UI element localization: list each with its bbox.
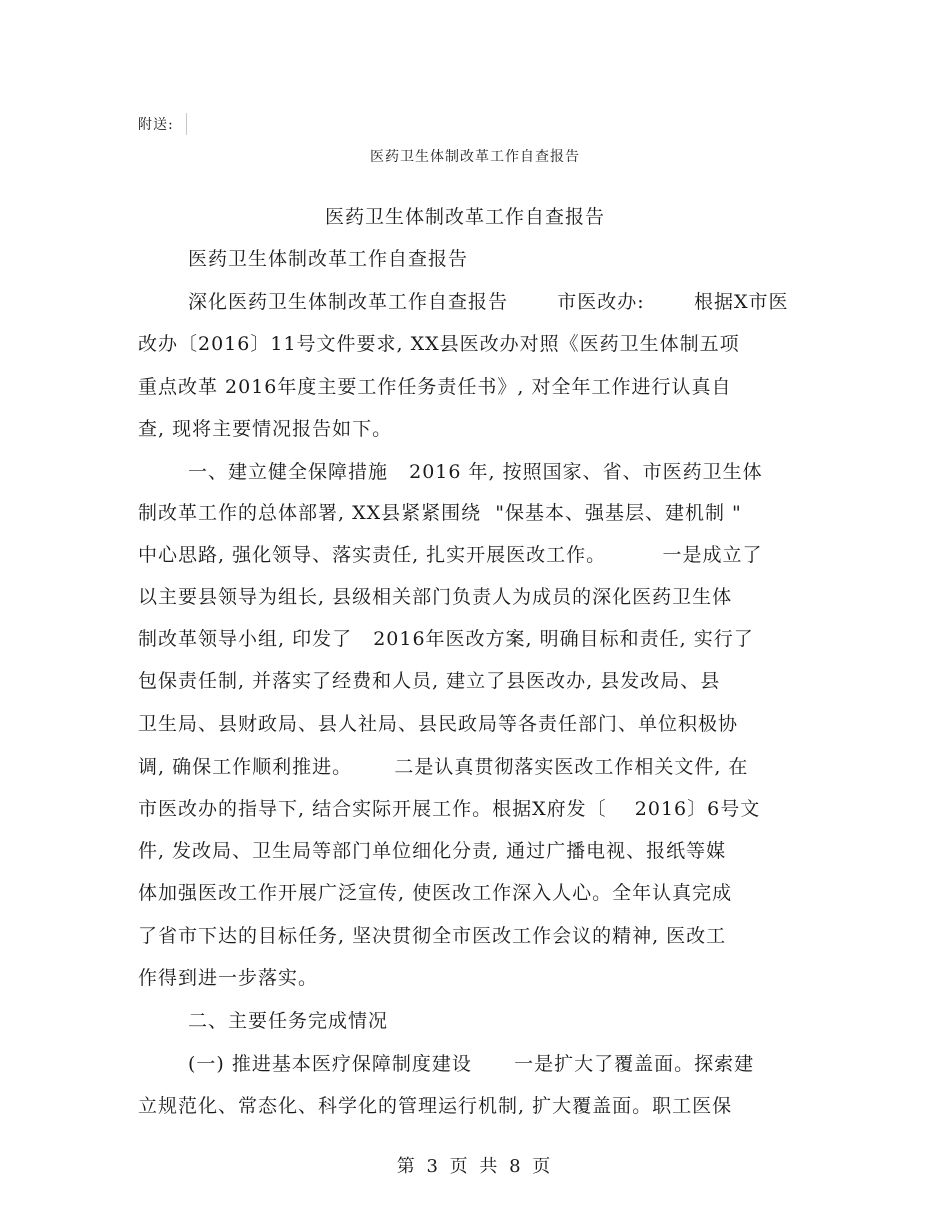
body-line: 医药卫生体制改革工作自查报告: [188, 248, 469, 270]
body-line: 包保责任制, 并落实了经费和人员, 建立了县医改办, 县发改局、县: [138, 670, 721, 692]
section-heading: 二、主要任务完成情况: [188, 1010, 389, 1032]
text-cursor-divider: [186, 113, 187, 135]
body-line: 制改革领导小组, 印发了 2016年医改方案, 明确目标和责任, 实行了: [138, 628, 754, 650]
body-line: 深化医药卫生体制改革工作自查报告 市医改办: 根据X市医: [188, 291, 789, 313]
body-line: 中心思路, 强化领导、落实责任, 扎实开展医改工作。 一是成立了: [138, 544, 763, 566]
subsection-heading: (一) 推进基本医疗保障制度建设 一是扩大了覆盖面。探索建: [188, 1053, 755, 1075]
body-line: 市医改办的指导下, 结合实际开展工作。根据X府发〔 2016〕6号文: [138, 798, 761, 820]
body-line: 卫生局、县财政局、县人社局、县民政局等各责任部门、单位积极协: [138, 713, 739, 735]
body-line: 了省市下达的目标任务, 坚决贯彻全市医改工作会议的精神, 医改工: [138, 925, 727, 947]
body-line: 查, 现将主要情况报告如下。: [138, 418, 393, 440]
page-number-footer: 第 3 页 共 8 页: [396, 1156, 554, 1177]
body-line: 以主要县领导为组长, 县级相关部门负责人为成员的深化医药卫生体: [138, 586, 733, 608]
body-line: 调, 确保工作顺利推进。 二是认真贯彻落实医改工作相关文件, 在: [138, 756, 749, 778]
body-line: 改办〔2016〕11号文件要求, XX县医改办对照《医药卫生体制五项: [138, 333, 740, 355]
body-line: 重点改革 2016年度主要工作任务责任书》, 对全年工作进行认真自: [138, 376, 732, 398]
body-line: 件, 发改局、卫生局等部门单位细化分责, 通过广播电视、报纸等媒: [138, 840, 727, 862]
body-line: 体加强医改工作开展广泛宣传, 使医改工作深入人心。全年认真完成: [138, 882, 733, 904]
body-line: 一、建立健全保障措施 2016 年, 按照国家、省、市医药卫生体: [188, 461, 763, 483]
body-line: 作得到进一步落实。: [138, 967, 319, 989]
document-header-title: 医药卫生体制改革工作自查报告: [370, 149, 580, 165]
body-line: 立规范化、常态化、科学化的管理运行机制, 扩大覆盖面。职工医保: [138, 1095, 733, 1117]
body-line: 制改革工作的总体部署, XX县紧紧围绕 "保基本、强基层、建机制 ": [138, 502, 742, 524]
document-title: 医药卫生体制改革工作自查报告: [324, 206, 605, 228]
attachment-label: 附送:: [138, 117, 174, 133]
